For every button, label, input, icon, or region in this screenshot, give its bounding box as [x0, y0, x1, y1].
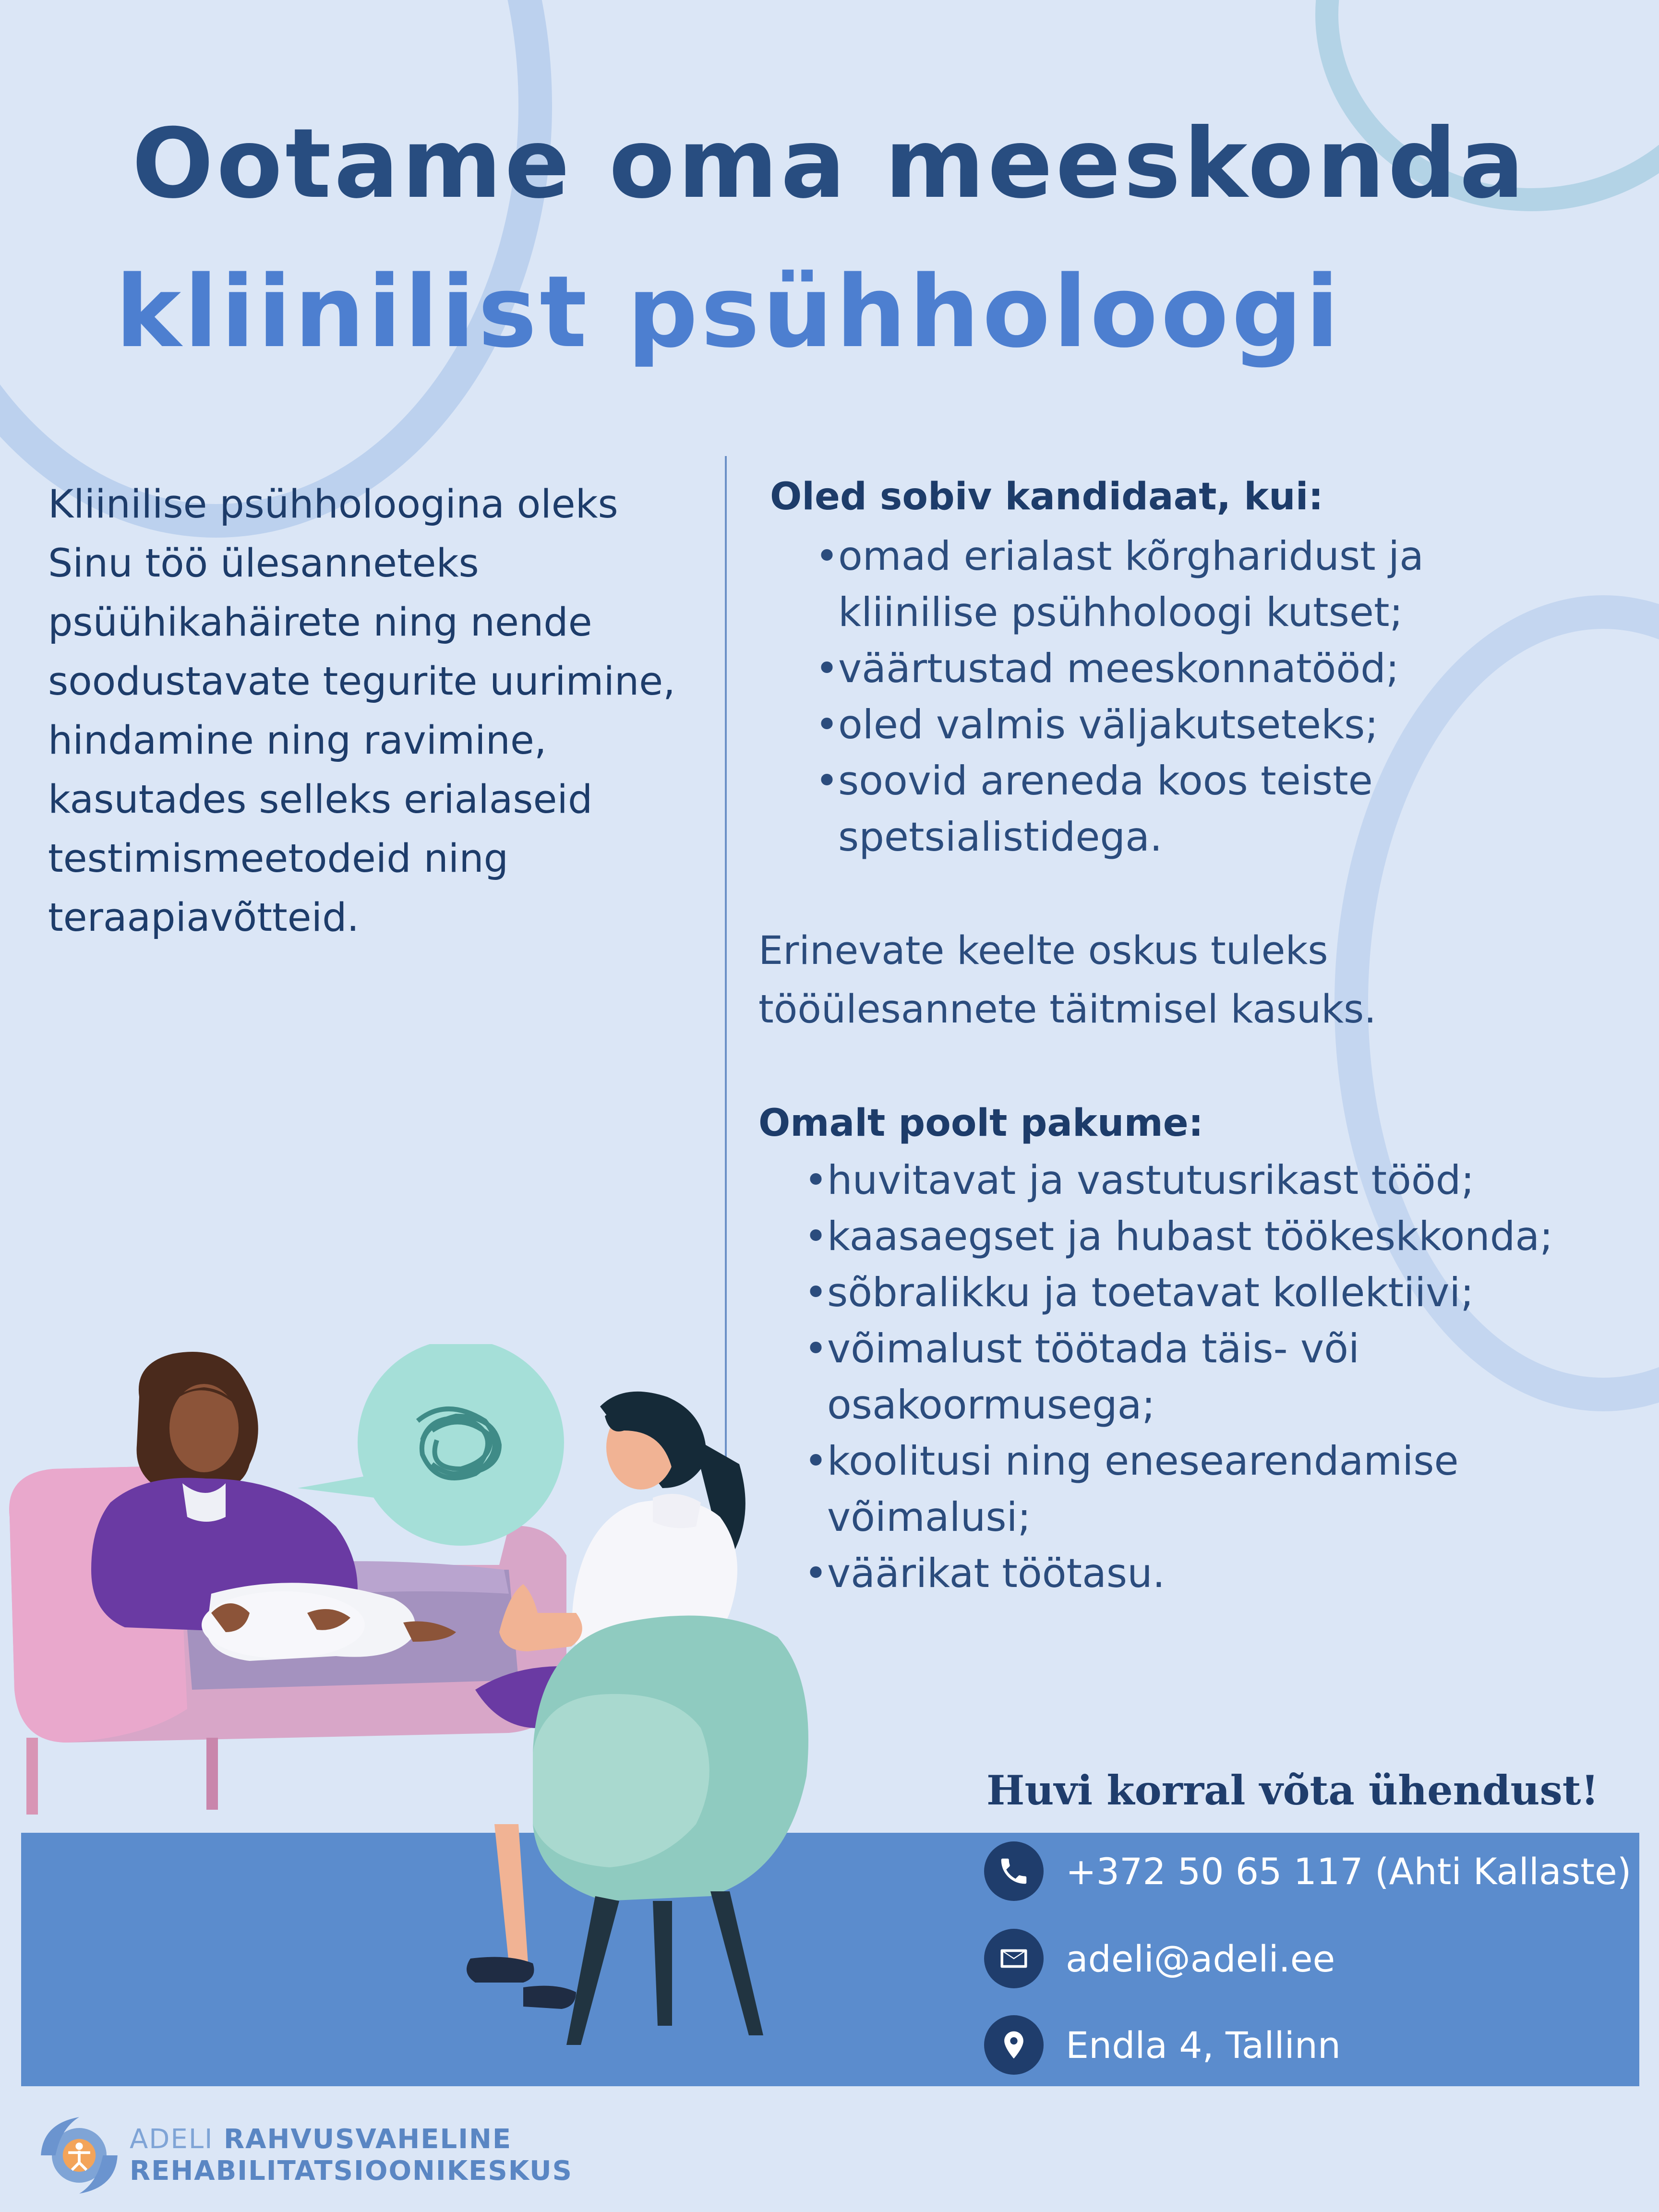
list-item: • oled valmis väljakutseteks; [810, 697, 1559, 753]
offer-list [799, 1152, 1587, 1601]
candidate-heading: Oled sobiv kandidaat, kui: [770, 475, 1323, 518]
list-item: • sõbralikku ja toetavat kollektiivi; [799, 1264, 1587, 1321]
list-item: • väärikat töötasu. [799, 1545, 1587, 1601]
list-item: • koolitusi ning enesearendamise võimalusi; [799, 1433, 1587, 1545]
logo-mark-icon [34, 2110, 125, 2201]
list-item: • kaasaegset ja hubast töökeskkonda; [799, 1208, 1587, 1264]
thought-bubble [298, 1344, 564, 1546]
page-subtitle: kliinilist psühholoogi [115, 254, 1342, 370]
languages-text: Erinevate keelte oskus tuleks tööülesannete täitmisel kasuks. [758, 928, 1377, 1032]
logo [34, 2110, 573, 2201]
logo-word-1: ADELI [130, 2124, 214, 2155]
location-pin-icon [984, 2015, 1044, 2075]
logo-line-1 [130, 2124, 573, 2155]
logo-word-3: REHABILITATSIOONIKESKUS [130, 2155, 573, 2187]
list-item: • väärtustad meeskonnatööd; [810, 640, 1559, 697]
contact-heading: Huvi korral võta ühendust! [986, 1767, 1599, 1814]
armchair-teal [533, 1615, 808, 2045]
candidate-list [810, 528, 1559, 865]
contact-phone[interactable]: +372 50 65 117 (Ahti Kallaste) [1066, 1850, 1632, 1893]
logo-word-2: RAHVUSVAHELINE [224, 2124, 512, 2155]
intro-text: Kliinilise psühholoogina oleks Sinu töö ülesanneteks psüühikahäirete ning nende soodustavate tegurite uurimine, hindamine ning ravimine, kasutades selleks erialaseid testimismeetodeid ning teraapiavõtteid. [48, 482, 675, 940]
column-divider [725, 456, 727, 1498]
list-item: • huvitavat ja vastutusrikast tööd; [799, 1152, 1587, 1208]
phone-icon [984, 1841, 1044, 1901]
therapy-illustration [0, 1344, 816, 2141]
contact-phone-row[interactable] [984, 1841, 1631, 1901]
contact-email[interactable]: adeli@adeli.ee [1066, 1937, 1335, 1980]
logo-text [130, 2124, 573, 2187]
offer-heading: Omalt poolt pakume: [758, 1102, 1203, 1145]
mail-icon [984, 1929, 1044, 1988]
list-item: • omad erialast kõrgharidust ja kliinilise psühholoogi kutset; [810, 528, 1559, 640]
contact-address-row[interactable] [984, 2015, 1341, 2075]
page-title: Ootame oma meeskonda [132, 108, 1527, 220]
contact-email-row[interactable] [984, 1929, 1335, 1988]
list-item: • võimalust töötada täis- või osakoormusega; [799, 1321, 1587, 1433]
contact-address[interactable]: Endla 4, Tallinn [1066, 2023, 1341, 2067]
list-item: • soovid areneda koos teiste spetsialistidega. [810, 753, 1559, 865]
